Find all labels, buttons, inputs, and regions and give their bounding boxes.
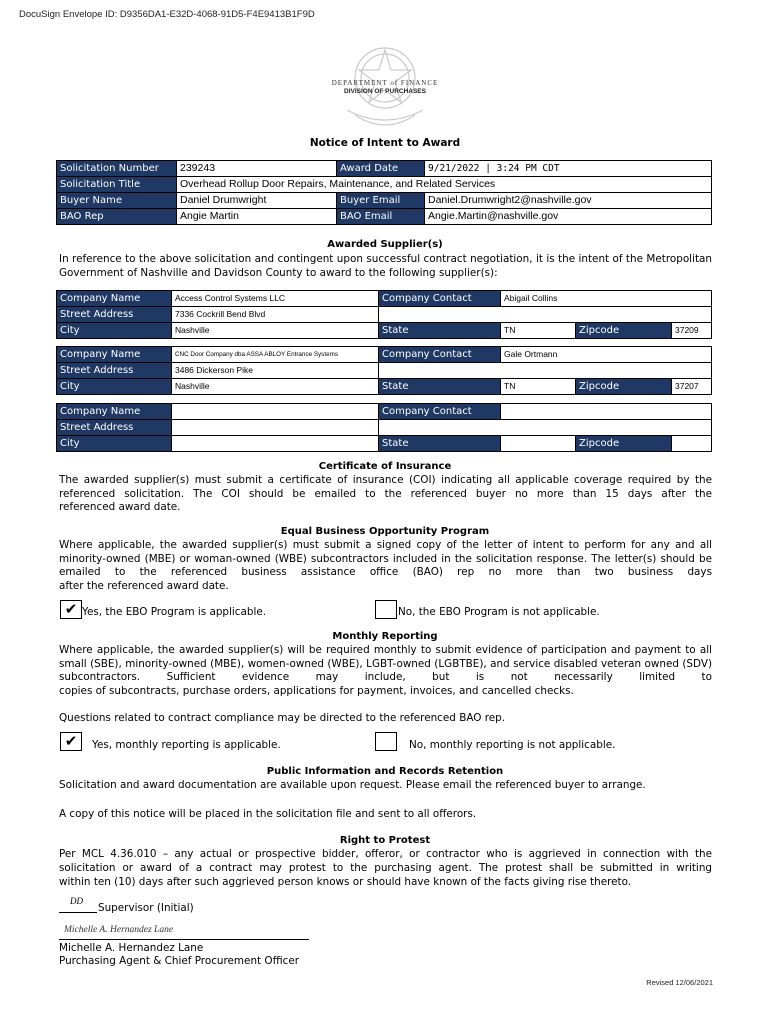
award-date: 9/21/2022 | 3:24 PM CDT bbox=[425, 161, 712, 177]
solicitation-table bbox=[56, 160, 712, 225]
street-address bbox=[172, 420, 379, 436]
monthly-questions: Questions related to contract compliance may be directed to the referenced BAO rep. bbox=[59, 712, 506, 724]
buyer-email: Daniel.Drumwright2@nashville.gov bbox=[425, 193, 712, 209]
signer-title: Purchasing Agent & Chief Procurement Officer bbox=[59, 955, 300, 967]
state: TN bbox=[501, 379, 576, 395]
company-contact: Abigail Collins bbox=[501, 291, 712, 307]
bao-rep: Angie Martin bbox=[177, 209, 337, 225]
awarded-text: In reference to the above solicitation and contingent upon successful contract negotiation, it is the intent of the Metropolitan Government of Nashville and Davidson County to award to the following supplier(s): bbox=[59, 253, 712, 279]
zipcode: 37209 bbox=[672, 323, 712, 339]
table-row bbox=[57, 177, 712, 193]
supplier-table-1 bbox=[56, 290, 712, 339]
solicitation-title-label: Solicitation Title bbox=[57, 177, 177, 193]
solicitation-title: Overhead Rollup Door Repairs, Maintenance, and Related Services bbox=[177, 177, 712, 193]
city: Nashville bbox=[172, 379, 379, 395]
state-label: State bbox=[379, 379, 501, 395]
table-row bbox=[57, 404, 712, 420]
street-address: 7336 Cockrill Bend Blvd bbox=[172, 307, 379, 323]
monthly-heading: Monthly Reporting bbox=[332, 631, 438, 642]
solicitation-number: 239243 bbox=[177, 161, 337, 177]
monthly-text-last: copies of subcontracts, purchase orders, applications for payment, invoices, and cancelled checks. bbox=[59, 685, 574, 697]
table-row bbox=[57, 307, 712, 323]
buyer-name-label: Buyer Name bbox=[57, 193, 177, 209]
seal-department: DEPARTMENT of FINANCE bbox=[331, 79, 439, 87]
zipcode-label: Zipcode bbox=[576, 379, 672, 395]
zipcode-label: Zipcode bbox=[576, 323, 672, 339]
city bbox=[172, 436, 379, 452]
public-info-heading: Public Information and Records Retention bbox=[266, 766, 504, 777]
company-name bbox=[172, 404, 379, 420]
ebo-heading: Equal Business Opportunity Program bbox=[280, 526, 490, 537]
table-row bbox=[57, 436, 712, 452]
company-contact: Gale Ortmann bbox=[501, 347, 712, 363]
table-row bbox=[57, 209, 712, 225]
award-date-label: Award Date bbox=[337, 161, 425, 177]
protest-text-last: within ten (10) days after such aggrieved person knows or should have known of the facts giving rise thereto. bbox=[59, 876, 632, 888]
state-label: State bbox=[379, 323, 501, 339]
street-address-label: Street Address bbox=[57, 363, 172, 379]
street-address-label: Street Address bbox=[57, 420, 172, 436]
table-row bbox=[57, 323, 712, 339]
zipcode-label: Zipcode bbox=[576, 436, 672, 452]
supervisor-initial: DD bbox=[70, 896, 83, 906]
monthly-text: Where applicable, the awarded supplier(s) will be required monthly to submit evidence of participation and payment to all small (SBE), minority-owned (MBE), women-owned (WBE), LGBT-owned (LGBTBE), and service disabled veteran owned (SDV) subcontractors. Sufficient evidence may include, but is not necessarily limited to bbox=[59, 644, 712, 684]
monthly-yes-label: Yes, monthly reporting is applicable. bbox=[92, 739, 281, 751]
ebo-text-last: after the referenced award date. bbox=[59, 580, 229, 592]
bao-email: Angie.Martin@nashville.gov bbox=[425, 209, 712, 225]
initial-line bbox=[59, 912, 97, 913]
city-label: City bbox=[57, 436, 172, 452]
state bbox=[501, 436, 576, 452]
copy-notice: A copy of this notice will be placed in the solicitation file and sent to all offerors. bbox=[59, 808, 477, 820]
city: Nashville bbox=[172, 323, 379, 339]
company-name: Access Control Systems LLC bbox=[172, 291, 379, 307]
company-name-label: Company Name bbox=[57, 291, 172, 307]
monthly-no-checkbox[interactable] bbox=[375, 732, 397, 751]
signature-script: Michelle A. Hernandez Lane bbox=[64, 925, 174, 935]
city-label: City bbox=[57, 323, 172, 339]
coi-text: The awarded supplier(s) must submit a certificate of insurance (COI) indicating all applicable coverage required by the referenced solicitation. The COI should be emailed to the referenced buyer no more than 15 days after the bbox=[59, 474, 712, 500]
signer-name: Michelle A. Hernandez Lane bbox=[59, 942, 204, 954]
company-contact-label: Company Contact bbox=[379, 291, 501, 307]
company-name: CNC Door Company dba ASSA ABLOY Entrance Systems bbox=[172, 347, 379, 363]
company-name-label: Company Name bbox=[57, 347, 172, 363]
street-address-label: Street Address bbox=[57, 307, 172, 323]
coi-heading: Certificate of Insurance bbox=[318, 461, 452, 472]
table-row bbox=[57, 347, 712, 363]
seal-text bbox=[323, 79, 447, 95]
monthly-no-label: No, monthly reporting is not applicable. bbox=[409, 739, 616, 751]
company-contact-label: Company Contact bbox=[379, 404, 501, 420]
state-label: State bbox=[379, 436, 501, 452]
company-contact-label: Company Contact bbox=[379, 347, 501, 363]
city-label: City bbox=[57, 379, 172, 395]
blank-cell bbox=[379, 307, 712, 323]
company-name-label: Company Name bbox=[57, 404, 172, 420]
monthly-yes-checkbox[interactable]: ✔ bbox=[60, 732, 82, 751]
state: TN bbox=[501, 323, 576, 339]
docusign-envelope-id: DocuSign Envelope ID: D9356DA1-E32D-4068-91D5-F4E9413B1F9D bbox=[19, 9, 315, 20]
buyer-email-label: Buyer Email bbox=[337, 193, 425, 209]
table-row bbox=[57, 291, 712, 307]
protest-text: Per MCL 4.36.010 – any actual or prospective bidder, offeror, or contractor who is aggrieved in connection with the solicitation or award of a contract may protest to the purchasing agent. The protest shall be submitted in writing bbox=[59, 848, 712, 874]
signature-line bbox=[59, 939, 309, 940]
ebo-yes-checkbox[interactable]: ✔ bbox=[60, 600, 82, 619]
solicitation-number-label: Solicitation Number bbox=[57, 161, 177, 177]
supplier-table-2 bbox=[56, 346, 712, 395]
table-row bbox=[57, 193, 712, 209]
public-info-text: Solicitation and award documentation are available upon request. Please email the referenced buyer to arrange. bbox=[59, 779, 646, 791]
bao-rep-label: BAO Rep bbox=[57, 209, 177, 225]
table-row bbox=[57, 161, 712, 177]
table-row bbox=[57, 379, 712, 395]
ebo-no-label: No, the EBO Program is not applicable. bbox=[398, 606, 600, 618]
ebo-text: Where applicable, the awarded supplier(s) must submit a signed copy of the letter of intent to perform for any and all minority-owned (MBE) or woman-owned (WBE) subcontractors included in the solicitation response. The letter(s) should be emailed to the referenced business assistance office (BAO) rep no more than two business days bbox=[59, 539, 712, 579]
ebo-no-checkbox[interactable] bbox=[375, 600, 397, 619]
coi-text-last: referenced award date. bbox=[59, 501, 181, 513]
revised-date: Revised 12/06/2021 bbox=[646, 978, 713, 987]
street-address: 3486 Dickerson Pike bbox=[172, 363, 379, 379]
ebo-yes-label: Yes, the EBO Program is applicable. bbox=[82, 606, 267, 618]
blank-cell bbox=[379, 420, 712, 436]
seal-division: DIVISION OF PURCHASES bbox=[344, 88, 426, 95]
table-row bbox=[57, 420, 712, 436]
notice-title: Notice of Intent to Award bbox=[309, 137, 461, 149]
supervisor-label: Supervisor (Initial) bbox=[98, 902, 194, 914]
zipcode: 37207 bbox=[672, 379, 712, 395]
supplier-table-3 bbox=[56, 403, 712, 452]
buyer-name: Daniel Drumwright bbox=[177, 193, 337, 209]
table-row bbox=[57, 363, 712, 379]
awarded-heading: Awarded Supplier(s) bbox=[327, 239, 443, 250]
protest-heading: Right to Protest bbox=[339, 835, 431, 846]
zipcode bbox=[672, 436, 712, 452]
company-contact bbox=[501, 404, 712, 420]
bao-email-label: BAO Email bbox=[337, 209, 425, 225]
blank-cell bbox=[379, 363, 712, 379]
